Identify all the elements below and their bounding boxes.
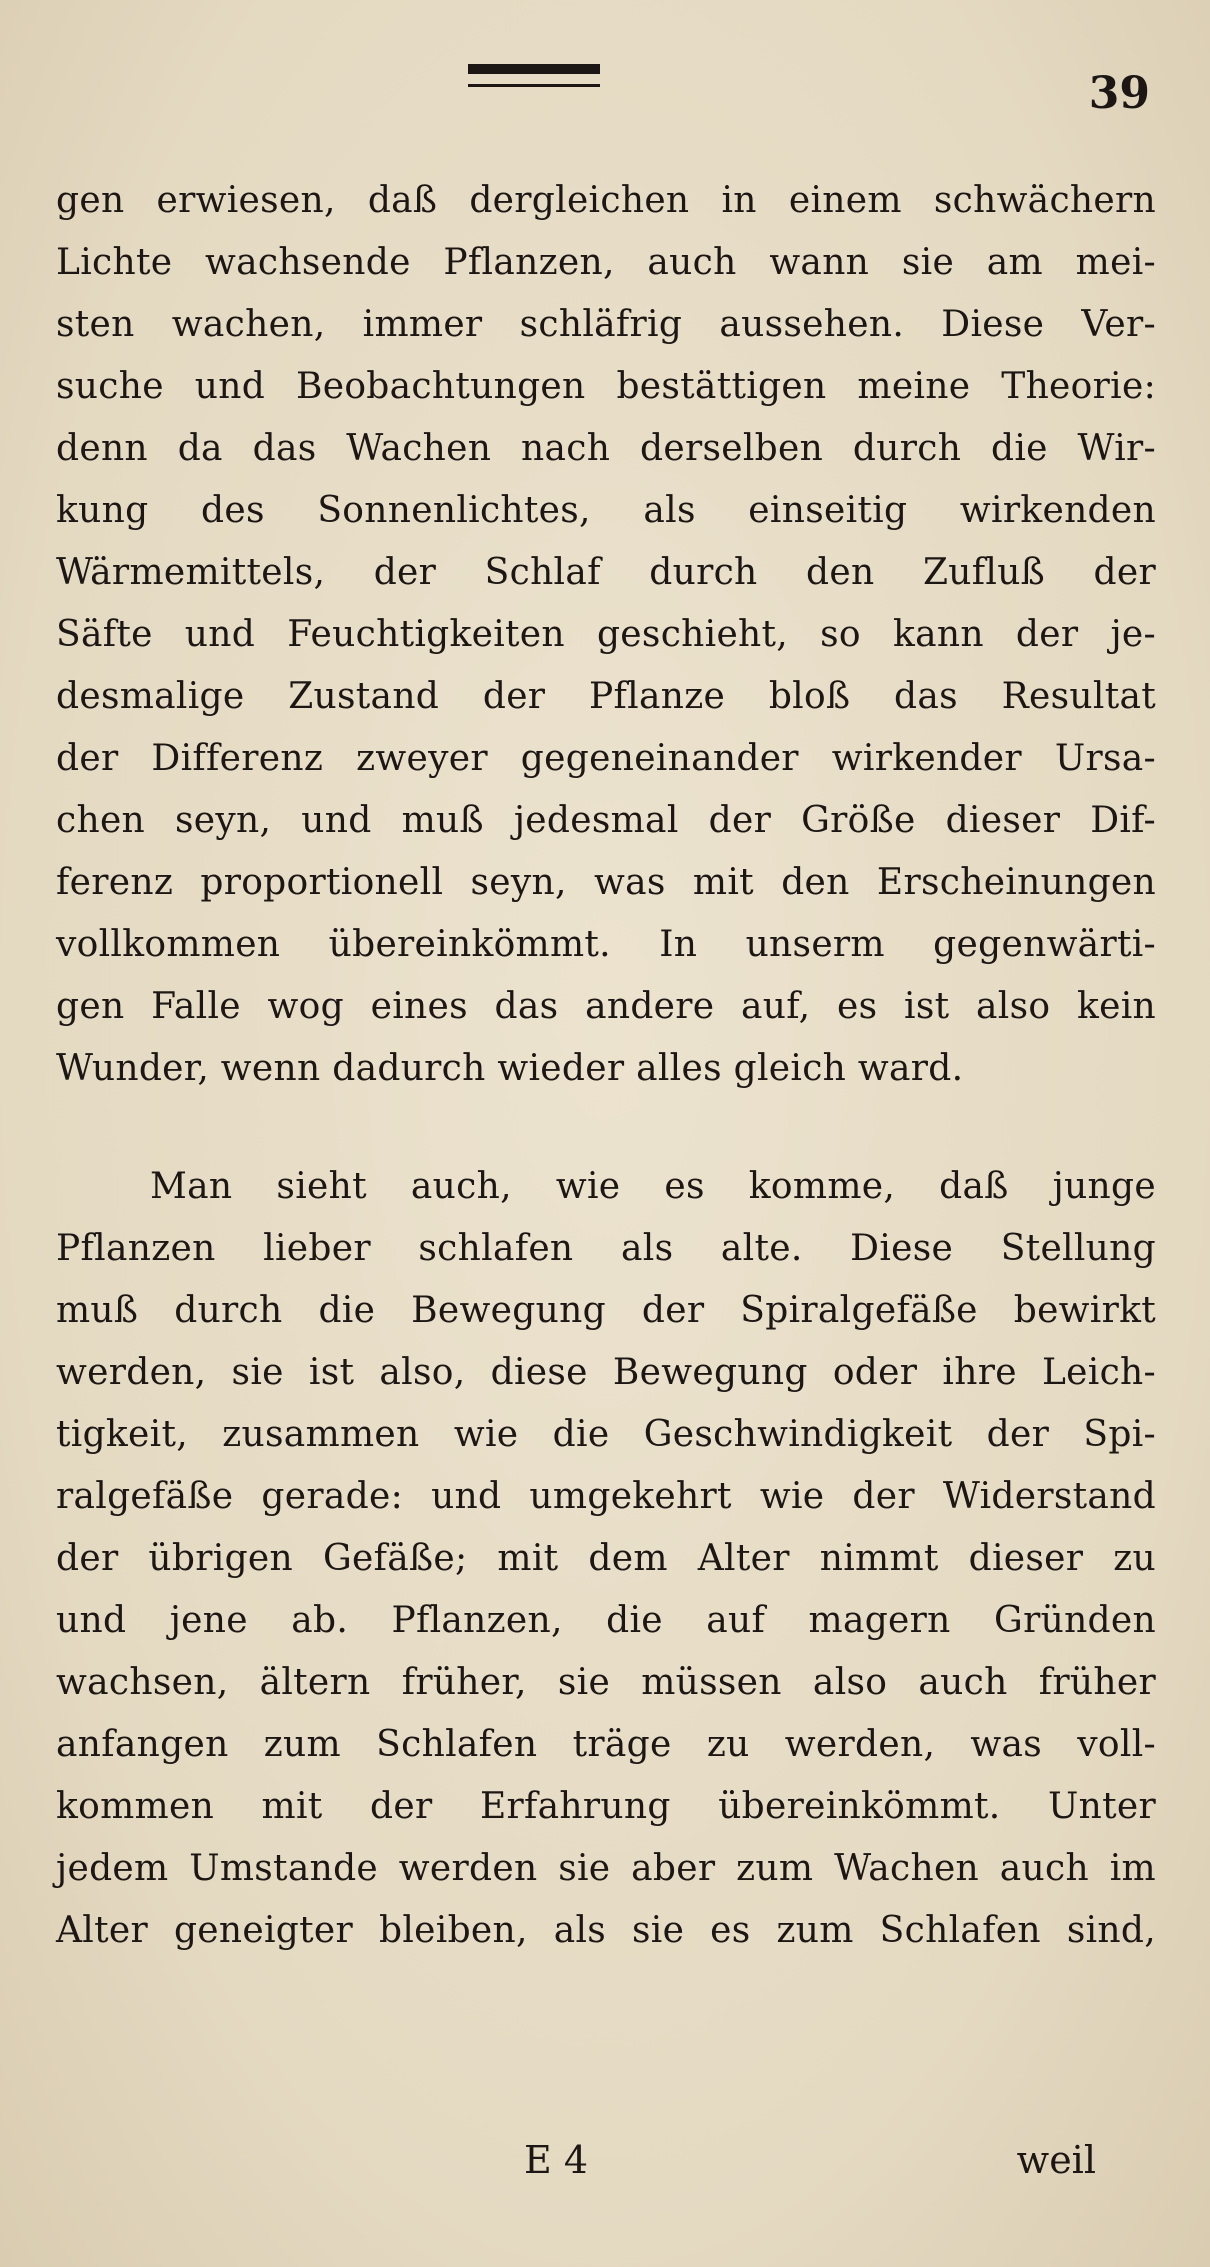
text-line: der übrigen Gefäße; mit dem Alter nimmt dieser zu [56,1538,1156,1579]
signature-mark: E 4 [524,2138,588,2182]
text-line: chen seyn, und muß jedesmal der Größe dieser Dif- [56,800,1156,841]
text-line: desmalige Zustand der Pflanze bloß das Resultat [56,676,1156,717]
text-line: suche und Beobachtungen bestättigen meine Theorie: [56,366,1156,407]
text-line: Man sieht auch, wie es komme, daß junge [150,1166,1156,1207]
text-line: Wunder, wenn dadurch wieder alles gleich ward. [56,1048,964,1089]
text-line: vollkommen übereinkömmt. In unserm gegenwärti- [56,924,1156,965]
text-line: Alter geneigter bleiben, als sie es zum Schlafen sind, [56,1910,1156,1951]
text-line: werden, sie ist also, diese Bewegung oder ihre Leich- [56,1352,1156,1393]
text-line: ralgefäße gerade: und umgekehrt wie der Widerstand [56,1476,1156,1517]
text-line: gen Falle wog eines das andere auf, es ist also kein [56,986,1156,1027]
text-line: denn da das Wachen nach derselben durch die Wir- [56,428,1156,469]
text-line: der Differenz zweyer gegeneinander wirkender Ursa- [56,738,1156,779]
text-line: gen erwiesen, daß dergleichen in einem schwächern [56,180,1156,221]
text-line: anfangen zum Schlafen träge zu werden, was voll- [56,1724,1156,1765]
text-line: sten wachen, immer schläfrig aussehen. Diese Ver- [56,304,1156,345]
text-line: wachsen, ältern früher, sie müssen also auch früher [56,1662,1156,1703]
text-line: ferenz proportionell seyn, was mit den Erscheinungen [56,862,1156,903]
text-line: kommen mit der Erfahrung übereinkömmt. Unter [56,1786,1156,1827]
paragraph-gap [56,1100,1156,1156]
header-rule-thin [468,84,600,87]
text-line: Säfte und Feuchtigkeiten geschieht, so kann der je- [56,614,1156,655]
text-line: kung des Sonnenlichtes, als einseitig wirkenden [56,490,1156,531]
page-footer [0,2138,1210,2208]
text-line: jedem Umstande werden sie aber zum Wachen auch im [56,1848,1156,1889]
text-line: Pflanzen lieber schlafen als alte. Diese Stellung [56,1228,1156,1269]
text-line: Wärmemittels, der Schlaf durch den Zufluß der [56,552,1156,593]
paragraph-2 [56,1156,1156,1962]
page-number: 39 [1088,68,1150,119]
catchword: weil [1016,2138,1096,2182]
text-line: Lichte wachsende Pflanzen, auch wann sie am mei- [56,242,1156,283]
header-rule [468,64,600,74]
text-line: tigkeit, zusammen wie die Geschwindigkeit der Spi- [56,1414,1156,1455]
paragraph-1 [56,170,1156,1100]
text-line: und jene ab. Pflanzen, die auf magern Gründen [56,1600,1156,1641]
body-text [56,170,1156,1962]
text-line: muß durch die Bewegung der Spiralgefäße bewirkt [56,1290,1156,1331]
